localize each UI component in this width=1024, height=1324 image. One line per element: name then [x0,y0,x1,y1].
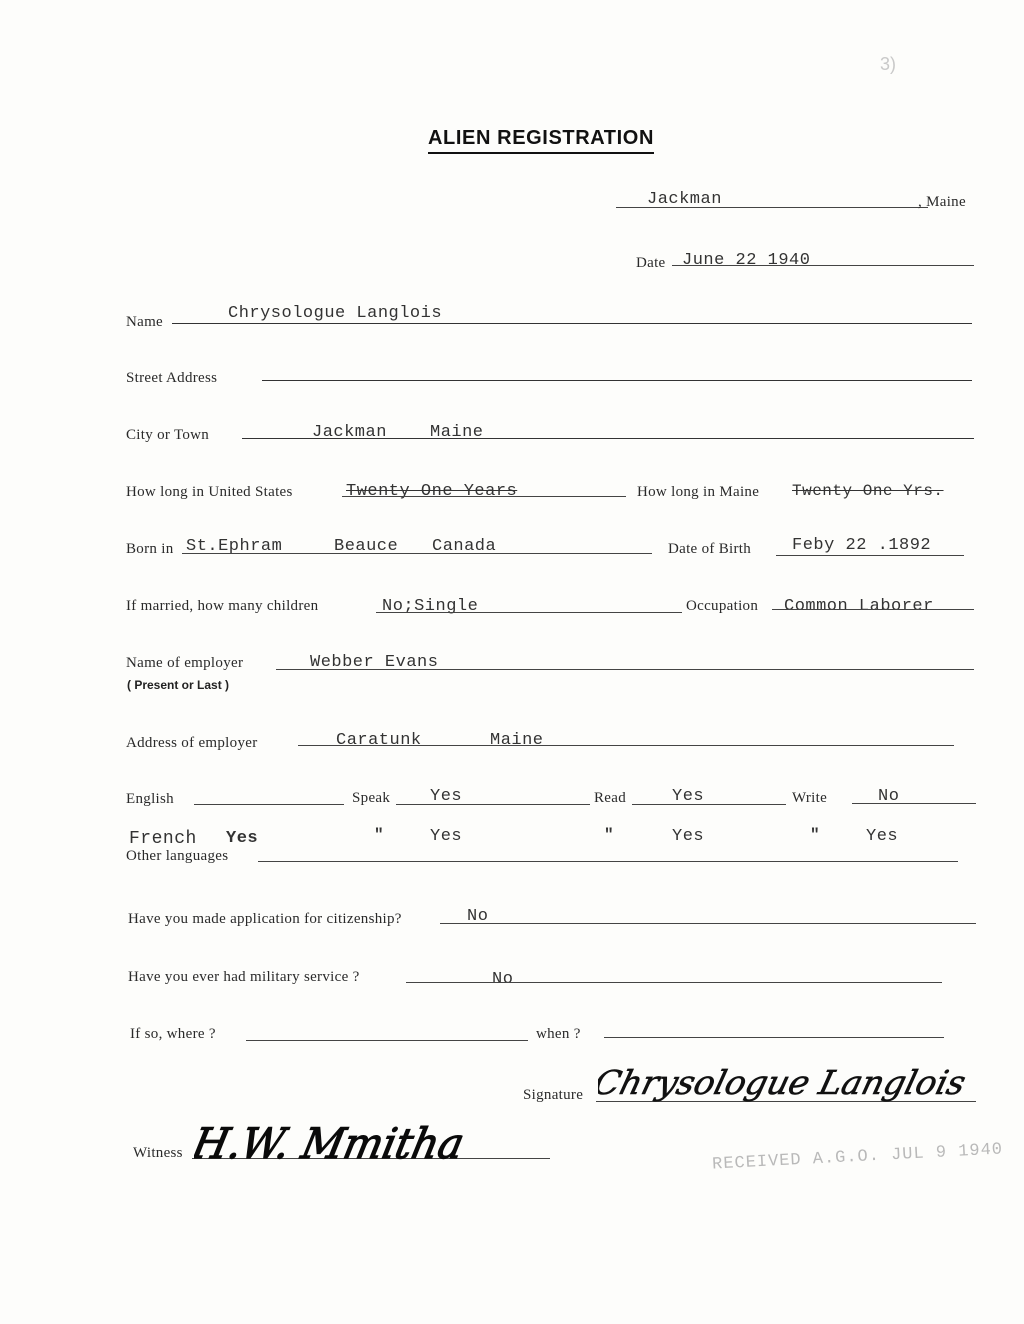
english-label: English [126,791,174,807]
married-label: If married, how many children [126,598,319,614]
city-label: City or Town [126,427,210,443]
witness-text: H.W. Mmitha [194,1120,476,1169]
how-long-maine-value: Twenty One Yrs. [792,482,944,500]
page-title: ALIEN REGISTRATION [428,127,654,154]
town-line [616,207,928,208]
city-town-value: Jackman [312,423,387,442]
witness-label: Witness [133,1145,183,1161]
state-label: , Maine [918,194,966,210]
employer-town-value: Caratunk [336,731,422,750]
if-so-where-line [246,1040,528,1041]
employer-address-line [298,745,954,746]
name-line [172,323,972,324]
employer-state-value: Maine [490,731,544,750]
english-line [194,804,344,805]
signature-label: Signature [523,1087,584,1103]
other-speak-value: Yes [430,827,463,846]
english-speak-value: Yes [430,787,463,806]
dob-line [776,555,964,556]
when-line [604,1037,944,1038]
city-line [242,438,974,439]
if-so-where-label: If so, where ? [130,1026,216,1042]
english-speak-line [396,804,590,805]
born-place-value: St.Ephram [186,537,283,556]
dob-value: Feby 22 .1892 [792,536,932,555]
born-label: Born in [126,541,174,557]
ditto-read: " [604,826,614,844]
witness-handwriting [194,1112,484,1179]
military-label: Have you ever had military service ? [128,969,360,985]
english-read-line [632,804,786,805]
employer-name-value: Webber Evans [310,653,439,672]
date-value: June 22 1940 [682,251,811,270]
citizenship-line [440,923,976,924]
read-label: Read [594,790,627,806]
name-label: Name [126,314,164,330]
other-language-value: French [129,829,197,849]
military-value: No [492,970,514,989]
date-line [672,265,974,266]
corner-mark: 3) [880,54,897,74]
how-long-us-line [342,496,626,497]
received-stamp: RECEIVED A.G.O. JUL 9 1940 [711,1140,1004,1175]
born-country-value: Canada [432,537,497,556]
other-languages-label: Other languages [126,848,229,864]
name-value: Chrysologue Langlois [228,304,443,323]
children-value: No;Single [382,597,479,616]
citizenship-label: Have you made application for citizenship? [128,911,402,927]
citizenship-value: No [467,907,489,926]
employer-present-label: ( Present or Last ) [127,678,230,692]
write-label: Write [792,790,828,806]
occupation-label: Occupation [686,598,759,614]
english-write-value: No [878,787,900,806]
signature-handwriting [598,1054,980,1115]
other-read-value: Yes [672,827,705,846]
occupation-value: Common Laborer [784,597,934,616]
children-line [376,612,682,613]
city-state-value: Maine [430,423,484,442]
speak-label: Speak [352,790,391,806]
other-language-known-value: Yes [226,829,259,848]
english-read-value: Yes [672,787,705,806]
military-line [406,982,942,983]
how-long-maine-label: How long in Maine [637,484,760,500]
employer-name-label: Name of employer [126,655,244,671]
born-line [182,553,652,554]
born-county-value: Beauce [334,537,399,556]
when-label: when ? [536,1026,581,1042]
employer-name-line [276,669,974,670]
street-line [262,380,972,381]
date-label: Date [636,255,666,271]
other-languages-line [258,861,958,862]
english-write-line [852,803,976,804]
how-long-us-value: Twenty One Years [346,482,518,501]
ditto-speak: " [374,826,384,844]
ditto-write: " [810,826,820,844]
town-value: Jackman [647,190,722,209]
dob-label: Date of Birth [668,541,752,557]
employer-address-label: Address of employer [126,735,258,751]
signature-text: Chrysologue Langlois [598,1063,962,1102]
street-label: Street Address [126,370,218,386]
occupation-line [772,609,974,610]
other-write-value: Yes [866,827,899,846]
how-long-us-label: How long in United States [126,484,293,500]
